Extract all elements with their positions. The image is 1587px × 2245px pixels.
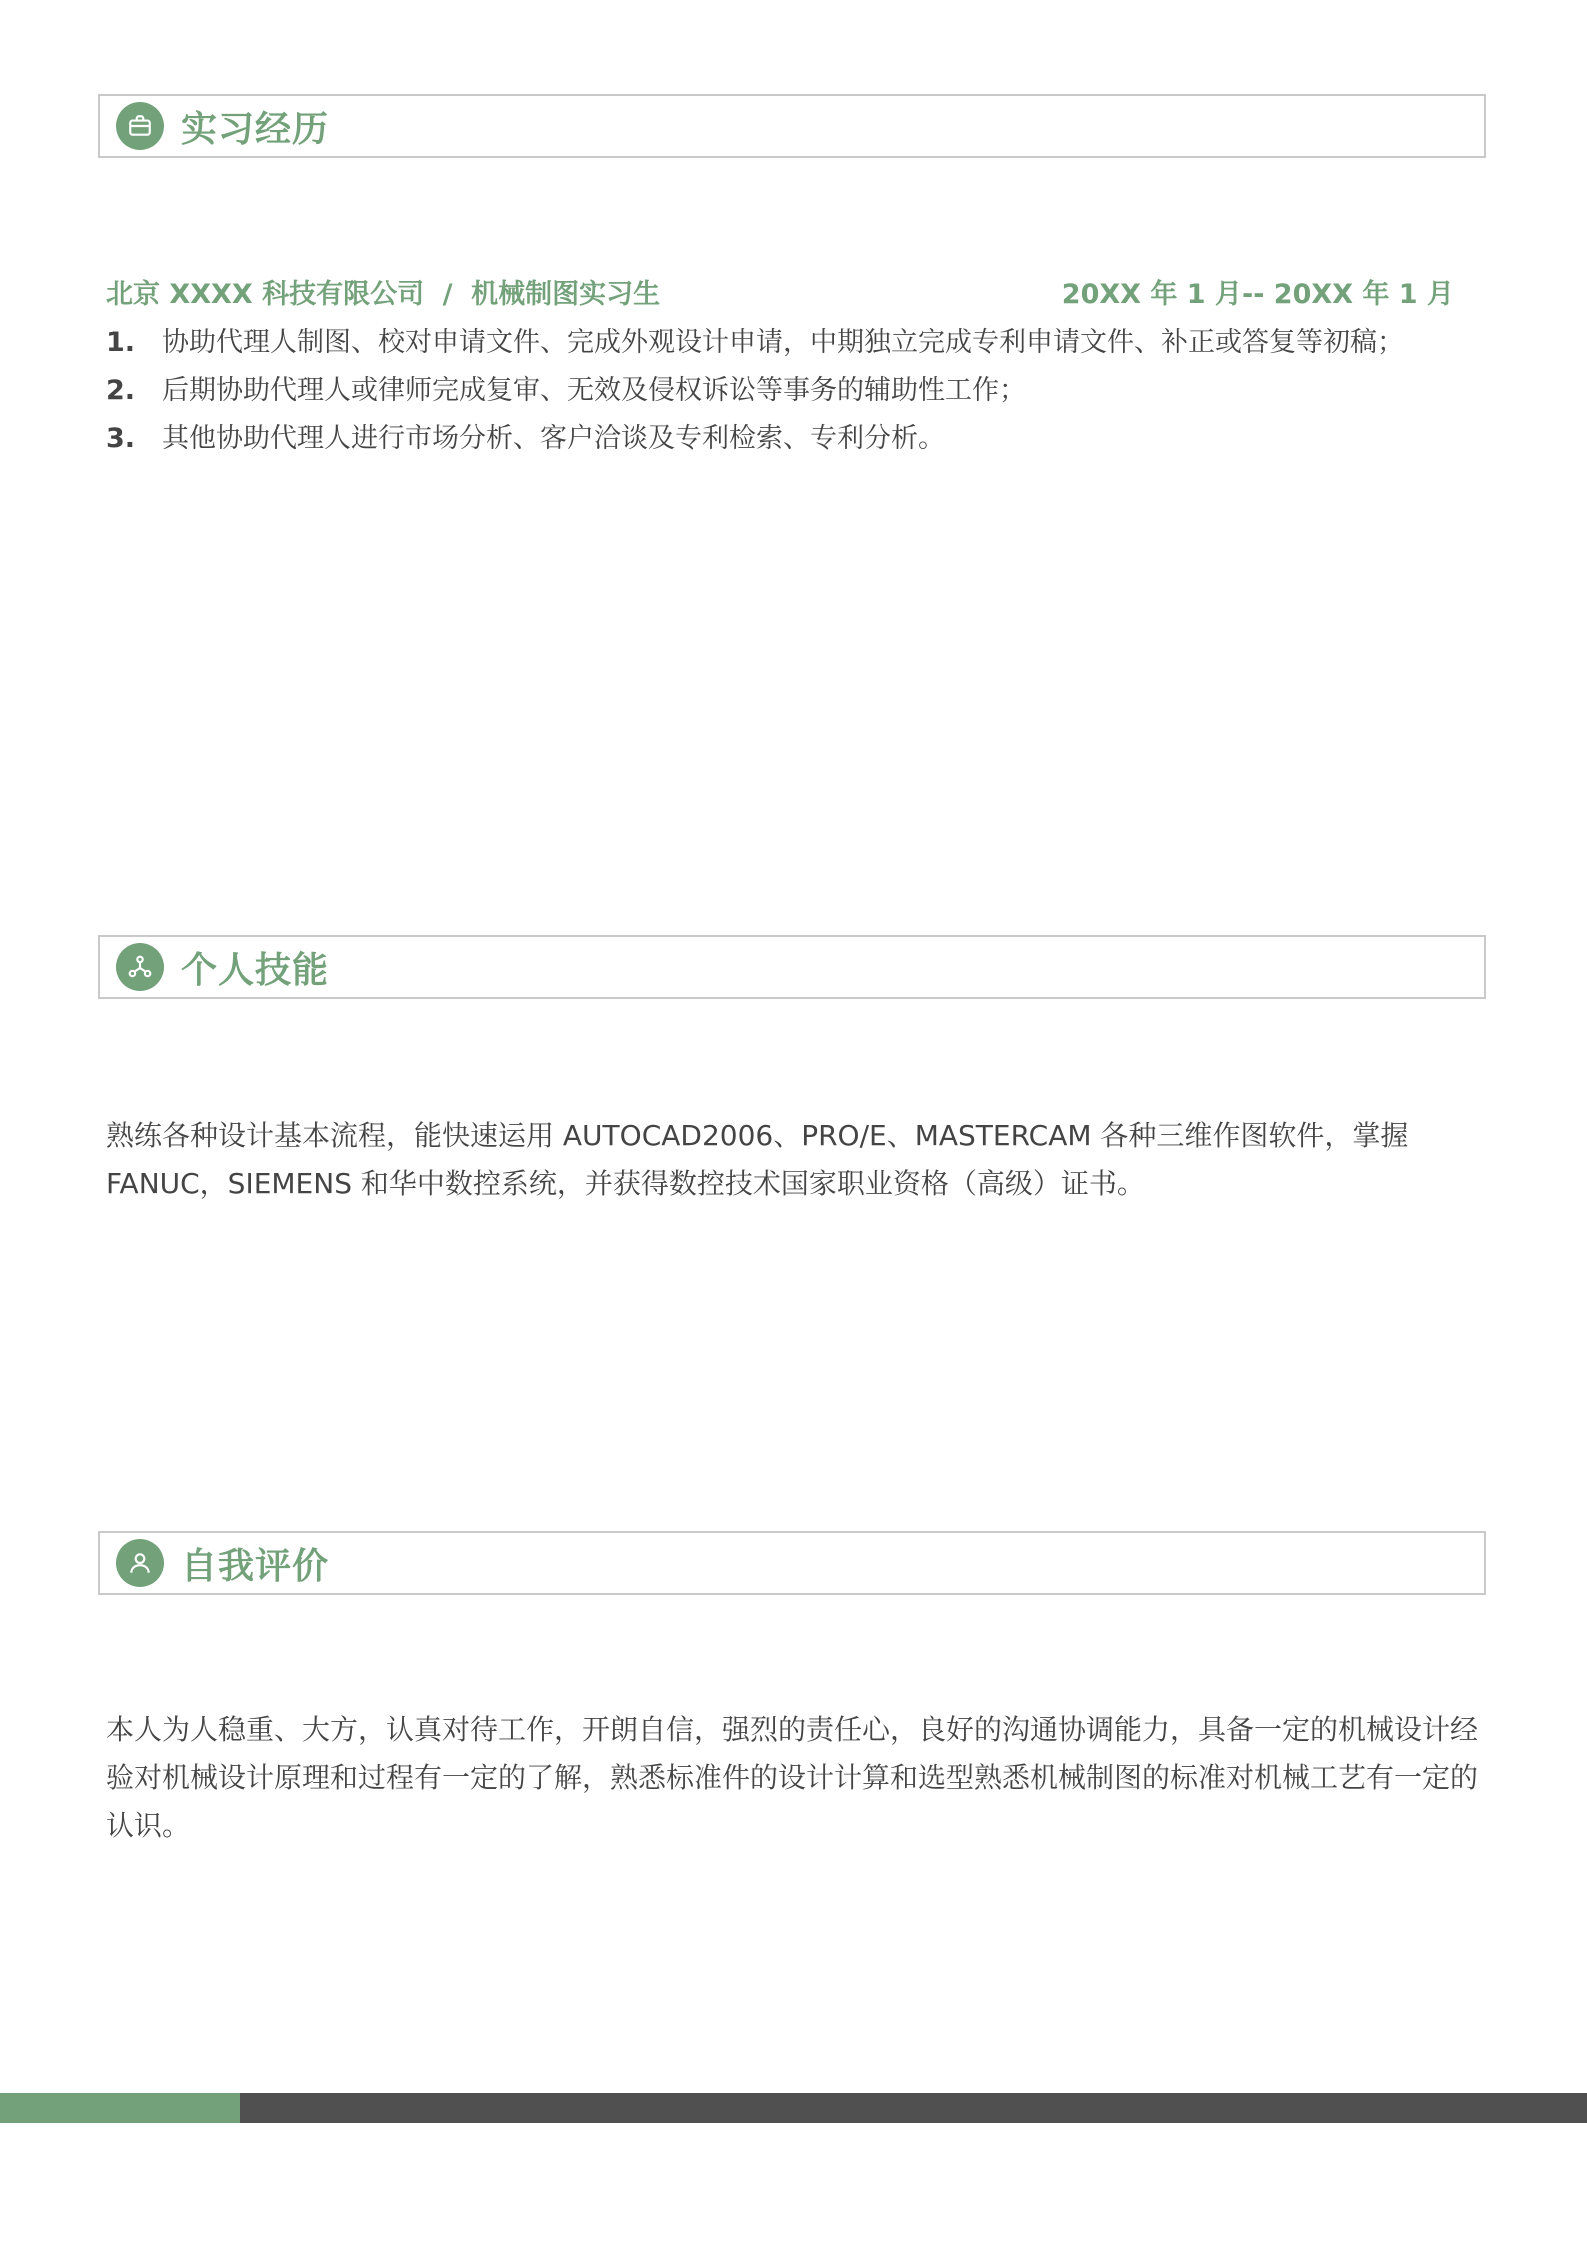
company-name: 北京 XXXX 科技有限公司	[106, 279, 425, 310]
internship-section-header	[98, 94, 1486, 158]
skills-text: 熟练各种设计基本流程，能快速运用 AUTOCAD2006、PRO/E、MASTERCAM 各种三维作图软件，掌握 FANUC，SIEMENS 和华中数控系统，并获得数控技术国家职业资格（高级）证书。	[106, 1119, 1409, 1200]
duty-item	[106, 416, 945, 455]
internship-section-title: 实习经历	[181, 108, 330, 150]
skills-section-header	[98, 935, 1486, 999]
job-position: 机械制图实习生	[471, 279, 661, 310]
person-icon	[116, 1539, 164, 1587]
network-nodes-icon	[116, 943, 164, 991]
job-separator: /	[442, 279, 453, 310]
footer-bar-dark	[240, 2093, 1587, 2123]
duty-number: 3.	[106, 423, 136, 454]
duty-text: 协助代理人制图、校对申请文件、完成外观设计申请，中期独立完成专利申请文件、补正或答复等初稿；	[162, 327, 1404, 358]
duty-item	[106, 368, 1026, 407]
job-line	[106, 272, 1454, 311]
duty-number: 1.	[106, 327, 136, 358]
duty-text: 后期协助代理人或律师完成复审、无效及侵权诉讼等事务的辅助性工作；	[162, 375, 1026, 406]
briefcase-icon	[116, 102, 164, 150]
self-eval-section-title: 自我评价	[181, 1545, 330, 1587]
footer-bar-accent	[0, 2093, 240, 2123]
duty-text: 其他协助代理人进行市场分析、客户洽谈及专利检索、专利分析。	[162, 423, 945, 454]
duty-number: 2.	[106, 375, 136, 406]
skills-section-title: 个人技能	[181, 949, 330, 991]
duty-item	[106, 320, 1404, 359]
job-company-position	[106, 272, 660, 311]
self-eval-text: 本人为人稳重、大方，认真对待工作，开朗自信，强烈的责任心，良好的沟通协调能力，具备一定的机械设计经验对机械设计原理和过程有一定的了解，熟悉标准件的设计计算和选型熟悉机械制图的标准对机械工艺有一定的认识。	[106, 1713, 1479, 1842]
self-eval-section-header	[98, 1531, 1486, 1595]
job-period: 20XX 年 1 月-- 20XX 年 1 月	[1061, 279, 1454, 310]
